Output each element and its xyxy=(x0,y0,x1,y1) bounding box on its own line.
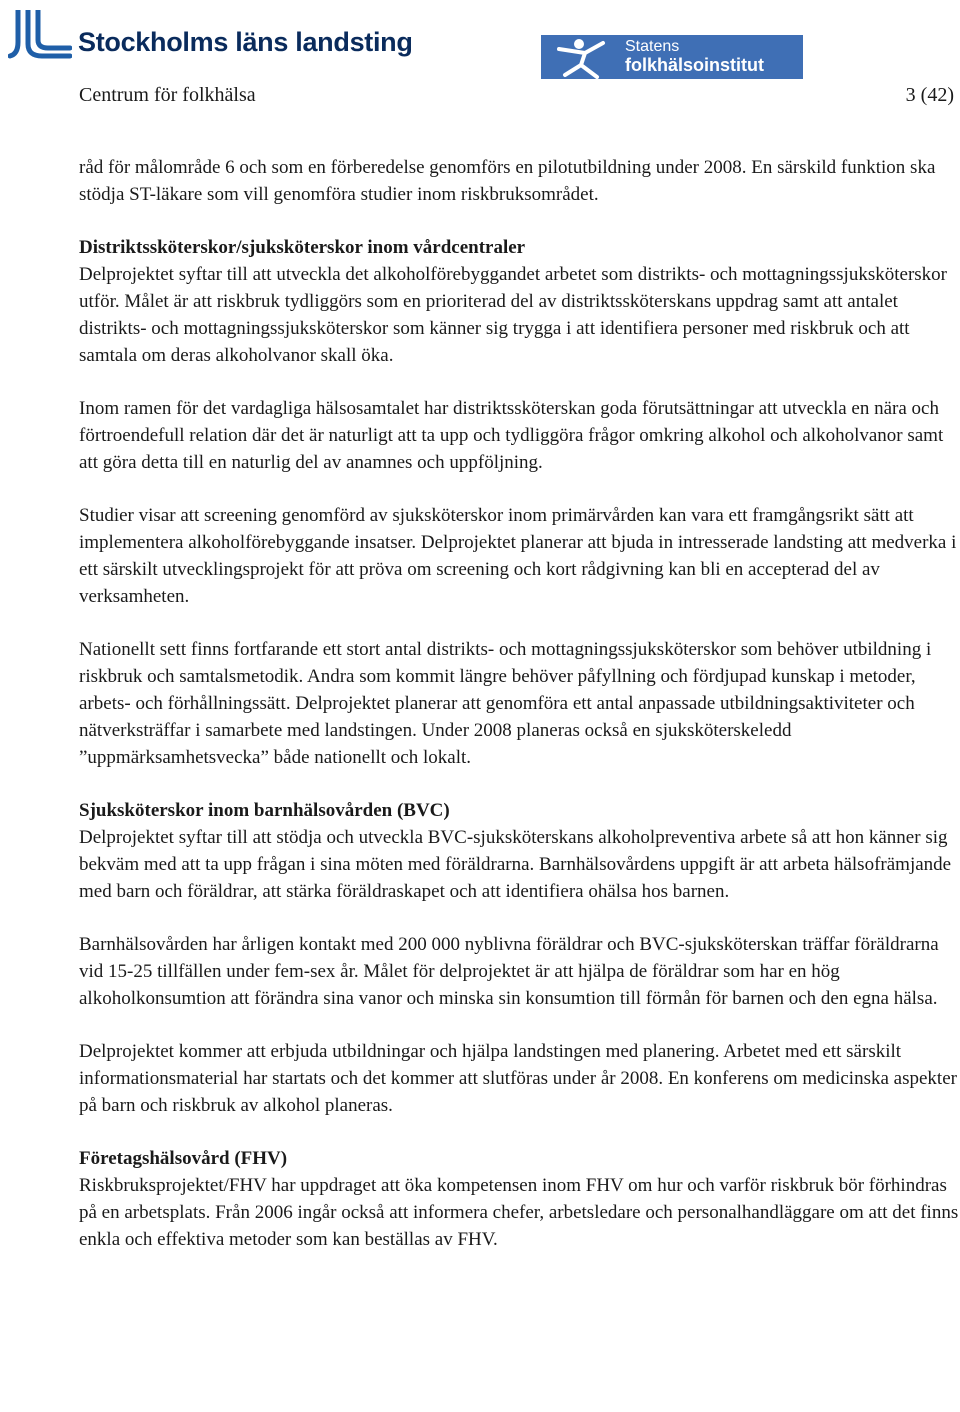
paragraph: Delprojektet syftar till att utveckla det alkoholförebyggandet arbetet som distrikts- och mottagningssjuksköterskor utför. Målet är att riskbruk tydliggörs som en prioriterad del av distriktssköterskans uppdrag samt att antalet distrikts- och mottagningssjuksköterskor som känner sig trygga i att identifiera personer med riskbruk och att samtala om deras alkoholvanor skall öka. xyxy=(79,264,947,366)
paragraph: Barnhälsovården har årligen kontakt med 200 000 nyblivna föräldrar och BVC-sjuksköterskan träffar föräldrarna vid 15-25 tillfällen under fem-sex år. Målet för delprojektet är att hjälpa de föräldrar som har en hög alkoholkonsumtion att förändra sina vanor och minska sin konsumtion till förmån för barnen och den egna hälsa. xyxy=(79,934,939,1009)
paragraph: råd för målområde 6 och som en förberedelse genomförs en pilotutbildning under 2008. En särskild funktion ska stödja ST-läkare som vill genomföra studier inom riskbruksområdet. xyxy=(79,157,936,205)
sll-logo-text: Stockholms läns landsting xyxy=(78,27,413,57)
paragraph: Nationellt sett finns fortfarande ett stort antal distrikts- och mottagningssjuksköterskor som behöver utbildning i riskbruk och samtalsmetodik. Andra som kommit längre behöver påfyllning och fördjupad kunskap i metoder, arbets- och förhållningssätt. Delprojektet planerar att genomföra ett antal anpassade utbildningsaktiviteter och nätverksträffar i samarbete med landstingen. Under 2008 planeras också en sjuksköterskeledd ”uppmärksamhetsvecka” både nationellt och lokalt. xyxy=(79,639,932,768)
paragraph: Studier visar att screening genomförd av sjuksköterskor inom primärvården kan vara ett framgångsrikt sätt att implementera alkoholförebyggande insatser. Delprojektet planerar att bjuda in intresserade landsting att medverka i ett särskilt utvecklingsprojekt för att pröva om screening och kort rådgivning kan bli en accepterad del av verksamheten. xyxy=(79,505,957,607)
paragraph: Delprojektet kommer att erbjuda utbildningar och hjälpa landstingen med planering. Arbetet med ett särskilt informationsmaterial har startats och det kommer att slutföras under år 2008. En konferens om medicinska aspekter på barn och riskbruk av alkohol planeras. xyxy=(79,1041,957,1116)
fhi-logo-text xyxy=(625,39,764,75)
paragraph: Riskbruksprojektet/FHV har uppdraget att öka kompetensen inom FHV om hur och varför riskbruk bör förhindras på en arbetsplats. Från 2006 ingår också att informera chefer, arbetsledare och personalhandläggare om att det finns enkla och effektiva metoder som kan beställas av FHV. xyxy=(79,1175,959,1250)
fhi-logo-line1: Statens xyxy=(625,38,680,56)
header-title: Centrum för folkhälsa xyxy=(79,84,256,106)
section-heading: Sjuksköterskor inom barnhälsovården (BVC) xyxy=(79,800,450,822)
section-heading: Distriktssköterskor/sjuksköterskor inom vårdcentraler xyxy=(79,237,526,259)
sll-logo xyxy=(8,2,413,60)
page-number: 3 (42) xyxy=(905,84,954,106)
fhi-figure-icon xyxy=(541,35,625,79)
document-body xyxy=(79,155,959,1280)
section-heading: Företagshälsovård (FHV) xyxy=(79,1148,288,1170)
paragraph: Inom ramen för det vardagliga hälsosamtalet har distriktssköterskan goda förutsättningar att utveckla en nära och förtroendefull relation där det är naturligt att ta upp och tydliggöra frågor omkring alkohol och alkoholvanor samt att göra detta till en naturlig del av anamnes och uppföljning. xyxy=(79,398,944,473)
fhi-logo xyxy=(541,35,803,79)
fhi-logo-line2: folkhälsoinstitut xyxy=(625,54,764,75)
sll-logo-mark-icon xyxy=(8,10,72,60)
paragraph: Delprojektet syftar till att stödja och utveckla BVC-sjuksköterskans alkoholpreventiva arbete så att hon känner sig bekväm med att ta upp frågan i sina möten med föräldrarna. Barnhälsovårdens uppgift är att arbeta hälsofrämjande med barn och föräldrar, att stärka föräldraskapet och att identifiera ohälsa hos barnen. xyxy=(79,826,952,902)
